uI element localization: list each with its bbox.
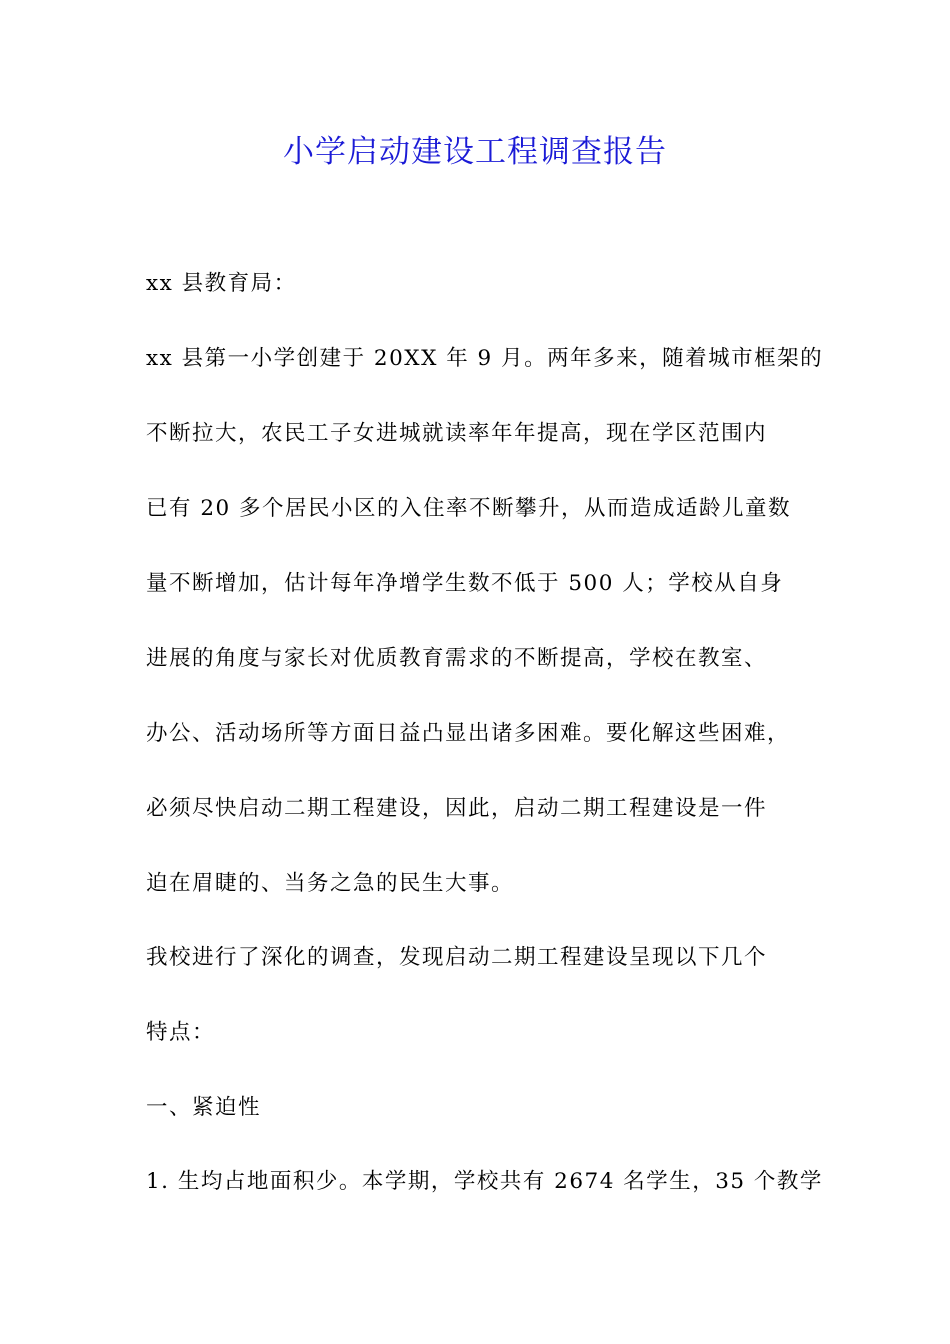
paragraph-line: 我校进行了深化的调查，发现启动二期工程建设呈现以下几个 <box>146 945 768 970</box>
section-heading: 一、紧迫性 <box>146 1095 262 1120</box>
paragraph-line: xx 县第一小学创建于 20XX 年 9 月。两年多来，随着城市框架的 <box>146 346 824 371</box>
paragraph-line: 办公、活动场所等方面日益凸显出诸多困难。要化解这些困难， <box>146 721 791 746</box>
paragraph-line: 迫在眉睫的、当务之急的民生大事。 <box>146 871 515 896</box>
paragraph-line: 进展的角度与家长对优质教育需求的不断提高，学校在教室、 <box>146 646 768 671</box>
paragraph-line: 量不断增加，估计每年净增学生数不低于 500 人；学校从自身 <box>146 571 784 596</box>
paragraph-line: 特点： <box>146 1020 216 1045</box>
paragraph-line: 已有 20 多个居民小区的入住率不断攀升，从而造成适龄儿童数 <box>146 496 792 521</box>
document-title: 小学启动建设工程调查报告 <box>283 134 667 170</box>
paragraph-line: 必须尽快启动二期工程建设，因此，启动二期工程建设是一件 <box>146 796 768 821</box>
paragraph-line: 1. 生均占地面积少。本学期，学校共有 2674 名学生，35 个教学 <box>146 1169 823 1194</box>
salutation: xx 县教育局： <box>146 271 297 296</box>
paragraph-line: 不断拉大，农民工子女进城就读率年年提高，现在学区范围内 <box>146 421 768 446</box>
